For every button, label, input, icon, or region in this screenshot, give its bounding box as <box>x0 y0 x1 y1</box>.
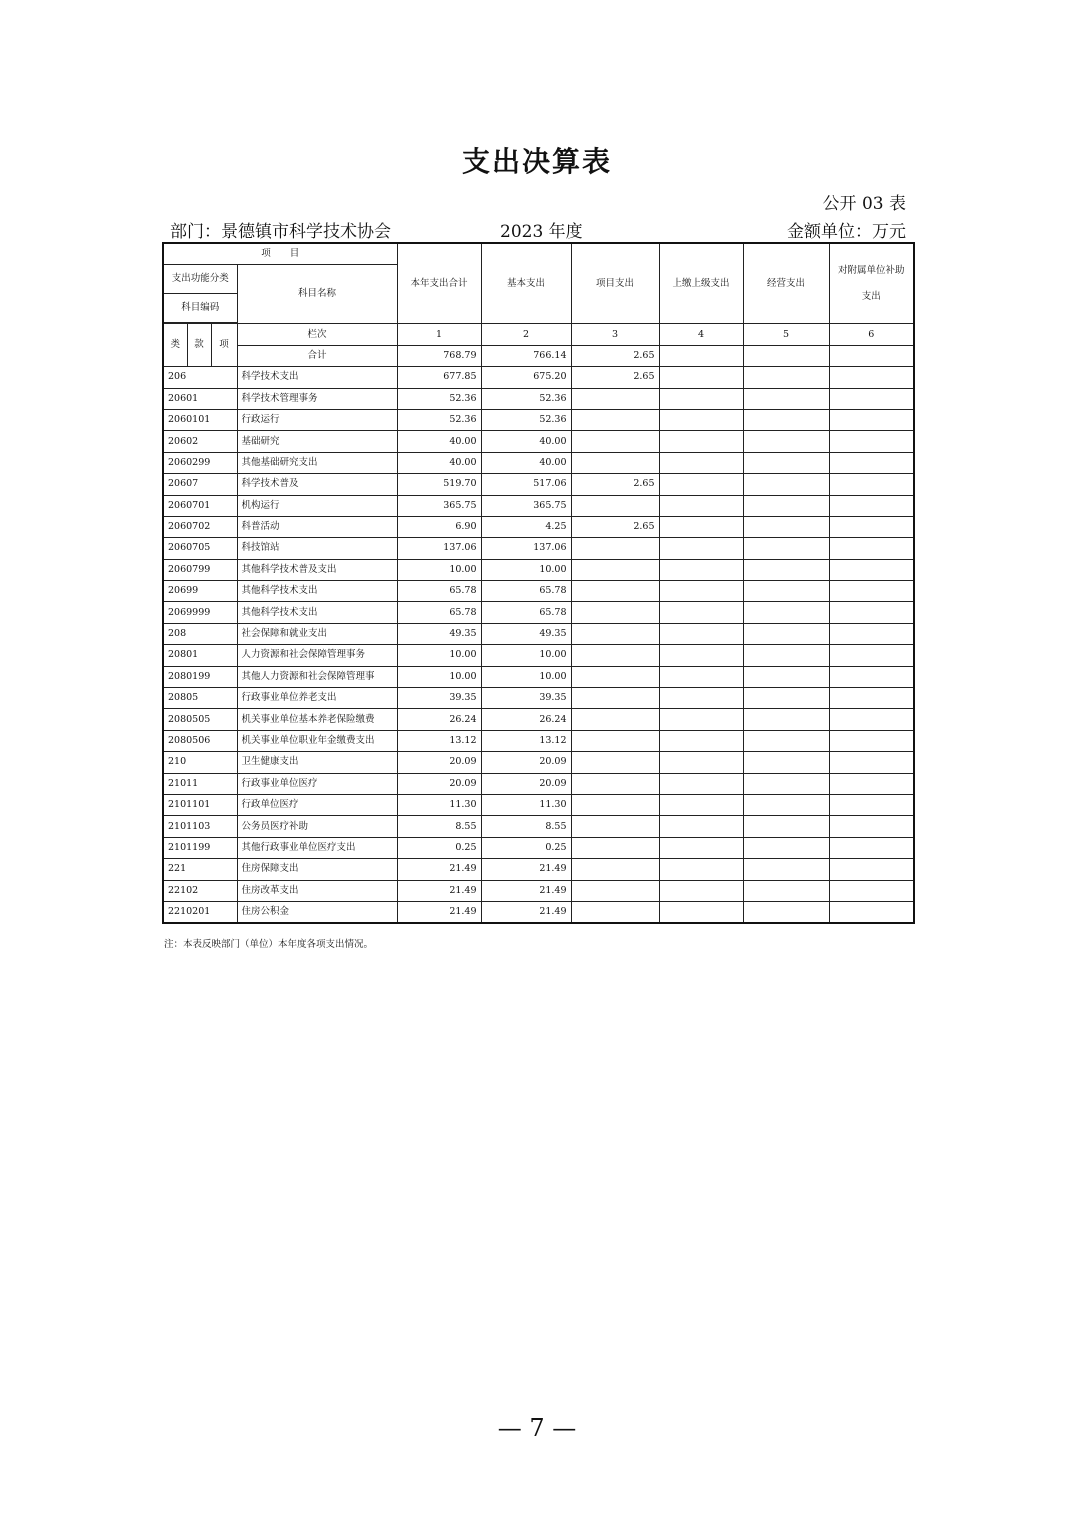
row-business <box>743 431 829 452</box>
row-code: 22102 <box>163 880 237 901</box>
row-total: 137.06 <box>397 538 481 559</box>
row-project <box>571 666 659 687</box>
row-total: 8.55 <box>397 816 481 837</box>
row-subsidy <box>829 773 914 794</box>
department-label: 部门：景德镇市科学技术协会 <box>170 222 391 242</box>
row-code: 2060702 <box>163 516 237 537</box>
row-basic: 40.00 <box>481 431 571 452</box>
row-upper <box>659 367 743 388</box>
row-upper <box>659 623 743 644</box>
row-subject-name: 行政运行 <box>237 409 397 430</box>
col-number-4: 4 <box>659 324 743 345</box>
table-row <box>163 709 914 730</box>
row-subsidy <box>829 559 914 580</box>
row-total: 52.36 <box>397 388 481 409</box>
row-total: 21.49 <box>397 859 481 880</box>
row-business <box>743 709 829 730</box>
header-col-subsidy: 对附属单位补助支出 <box>829 243 914 324</box>
row-project <box>571 837 659 858</box>
row-code: 2080199 <box>163 666 237 687</box>
row-subsidy <box>829 688 914 709</box>
row-business <box>743 388 829 409</box>
row-project <box>571 688 659 709</box>
total-total: 768.79 <box>397 345 481 366</box>
table-row <box>163 452 914 473</box>
table-row <box>163 666 914 687</box>
row-basic: 20.09 <box>481 773 571 794</box>
row-basic: 20.09 <box>481 752 571 773</box>
row-basic: 40.00 <box>481 452 571 473</box>
row-subject-name: 科学技术管理事务 <box>237 388 397 409</box>
row-basic: 65.78 <box>481 581 571 602</box>
row-subject-name: 机关事业单位职业年金缴费支出 <box>237 730 397 751</box>
row-code: 2060705 <box>163 538 237 559</box>
row-subject-name: 机关事业单位基本养老保险缴费 <box>237 709 397 730</box>
row-subsidy <box>829 730 914 751</box>
expenditure-table <box>162 242 915 924</box>
row-code: 2101101 <box>163 794 237 815</box>
row-subsidy <box>829 709 914 730</box>
header-subject-name: 科目名称 <box>237 265 397 324</box>
row-subject-name: 其他行政事业单位医疗支出 <box>237 837 397 858</box>
row-business <box>743 495 829 516</box>
row-subsidy <box>829 409 914 430</box>
row-business <box>743 474 829 495</box>
row-code: 2060101 <box>163 409 237 430</box>
row-upper <box>659 794 743 815</box>
row-business <box>743 452 829 473</box>
row-code: 2101103 <box>163 816 237 837</box>
row-subject-name: 基础研究 <box>237 431 397 452</box>
row-basic: 52.36 <box>481 409 571 430</box>
table-row <box>163 816 914 837</box>
row-basic: 65.78 <box>481 602 571 623</box>
col-number-1: 1 <box>397 324 481 345</box>
row-total: 52.36 <box>397 409 481 430</box>
row-business <box>743 602 829 623</box>
row-total: 40.00 <box>397 431 481 452</box>
header-col-basic: 基本支出 <box>481 243 571 324</box>
row-code: 2080505 <box>163 709 237 730</box>
table-row <box>163 559 914 580</box>
col-number-2: 2 <box>481 324 571 345</box>
row-subsidy <box>829 495 914 516</box>
row-code: 2080506 <box>163 730 237 751</box>
row-total: 49.35 <box>397 623 481 644</box>
row-basic: 13.12 <box>481 730 571 751</box>
page-title: 支出决算表 <box>461 145 612 178</box>
row-upper <box>659 901 743 923</box>
row-total: 39.35 <box>397 688 481 709</box>
total-business <box>743 345 829 366</box>
row-basic: 11.30 <box>481 794 571 815</box>
row-subject-name: 行政事业单位养老支出 <box>237 688 397 709</box>
row-upper <box>659 495 743 516</box>
row-code: 2210201 <box>163 901 237 923</box>
row-code: 2060799 <box>163 559 237 580</box>
row-upper <box>659 409 743 430</box>
row-upper <box>659 688 743 709</box>
header-xiang: 项 <box>211 324 237 367</box>
row-business <box>743 837 829 858</box>
row-basic: 137.06 <box>481 538 571 559</box>
row-code: 20805 <box>163 688 237 709</box>
row-project: 2.65 <box>571 367 659 388</box>
row-project <box>571 816 659 837</box>
row-upper <box>659 880 743 901</box>
row-project <box>571 794 659 815</box>
row-business <box>743 688 829 709</box>
table-row <box>163 409 914 430</box>
row-total: 20.09 <box>397 752 481 773</box>
row-code: 221 <box>163 859 237 880</box>
row-business <box>743 538 829 559</box>
row-business <box>743 816 829 837</box>
header-func-code: 支出功能分类 <box>163 265 237 294</box>
table-row <box>163 837 914 858</box>
header-kuan: 款 <box>187 324 211 367</box>
row-total: 10.00 <box>397 666 481 687</box>
row-upper <box>659 474 743 495</box>
row-basic: 52.36 <box>481 388 571 409</box>
row-upper <box>659 388 743 409</box>
table-row <box>163 474 914 495</box>
row-basic: 8.55 <box>481 816 571 837</box>
row-subsidy <box>829 452 914 473</box>
table-row <box>163 752 914 773</box>
row-project <box>571 752 659 773</box>
unit-label: 金额单位：万元 <box>787 222 906 242</box>
row-code: 208 <box>163 623 237 644</box>
row-code: 20699 <box>163 581 237 602</box>
row-subsidy <box>829 901 914 923</box>
row-project <box>571 581 659 602</box>
col-number-3: 3 <box>571 324 659 345</box>
row-subject-name: 其他人力资源和社会保障管理事 <box>237 666 397 687</box>
row-code: 2060701 <box>163 495 237 516</box>
row-upper <box>659 581 743 602</box>
row-subject-name: 科普活动 <box>237 516 397 537</box>
header-lei: 类 <box>163 324 187 367</box>
row-subject-name: 公务员医疗补助 <box>237 816 397 837</box>
row-project <box>571 901 659 923</box>
row-subsidy <box>829 516 914 537</box>
row-project <box>571 602 659 623</box>
row-business <box>743 752 829 773</box>
row-basic: 365.75 <box>481 495 571 516</box>
row-basic: 10.00 <box>481 666 571 687</box>
row-upper <box>659 431 743 452</box>
table-row <box>163 880 914 901</box>
row-project <box>571 880 659 901</box>
table-row <box>163 431 914 452</box>
table-row <box>163 538 914 559</box>
year-label: 2023 年度 <box>500 222 583 242</box>
row-business <box>743 623 829 644</box>
row-project <box>571 559 659 580</box>
row-project <box>571 538 659 559</box>
row-subject-name: 其他科学技术支出 <box>237 581 397 602</box>
row-subject-name: 住房公积金 <box>237 901 397 923</box>
row-upper <box>659 645 743 666</box>
row-subject-name: 社会保障和就业支出 <box>237 623 397 644</box>
row-total: 20.09 <box>397 773 481 794</box>
table-number: 公开 03 表 <box>822 194 906 214</box>
row-code: 2069999 <box>163 602 237 623</box>
row-code: 210 <box>163 752 237 773</box>
table-row <box>163 730 914 751</box>
row-code: 21011 <box>163 773 237 794</box>
row-upper <box>659 752 743 773</box>
row-business <box>743 666 829 687</box>
row-total: 21.49 <box>397 901 481 923</box>
row-business <box>743 409 829 430</box>
row-subsidy <box>829 816 914 837</box>
row-upper <box>659 538 743 559</box>
row-basic: 21.49 <box>481 859 571 880</box>
row-business <box>743 901 829 923</box>
row-subsidy <box>829 581 914 602</box>
row-upper <box>659 730 743 751</box>
row-project <box>571 645 659 666</box>
table-row <box>163 901 914 923</box>
row-business <box>743 730 829 751</box>
table-row <box>163 602 914 623</box>
header-lanci: 栏次 <box>237 324 397 345</box>
table-meta <box>170 217 906 241</box>
row-basic: 517.06 <box>481 474 571 495</box>
table-row <box>163 645 914 666</box>
row-subsidy <box>829 602 914 623</box>
row-basic: 10.00 <box>481 559 571 580</box>
table-row <box>163 516 914 537</box>
row-project <box>571 730 659 751</box>
row-subsidy <box>829 388 914 409</box>
row-code: 20602 <box>163 431 237 452</box>
row-subject-name: 科技馆站 <box>237 538 397 559</box>
row-total: 0.25 <box>397 837 481 858</box>
row-total: 677.85 <box>397 367 481 388</box>
row-total: 6.90 <box>397 516 481 537</box>
row-upper <box>659 516 743 537</box>
row-subsidy <box>829 538 914 559</box>
row-subject-name: 住房改革支出 <box>237 880 397 901</box>
row-code: 20601 <box>163 388 237 409</box>
header-col-business: 经营支出 <box>743 243 829 324</box>
table-row <box>163 773 914 794</box>
header-col-upper: 上缴上级支出 <box>659 243 743 324</box>
row-project <box>571 431 659 452</box>
row-subsidy <box>829 666 914 687</box>
row-code: 206 <box>163 367 237 388</box>
row-upper <box>659 559 743 580</box>
table-row <box>163 794 914 815</box>
row-basic: 21.49 <box>481 901 571 923</box>
row-project <box>571 859 659 880</box>
total-project: 2.65 <box>571 345 659 366</box>
row-subject-name: 其他基础研究支出 <box>237 452 397 473</box>
row-subject-name: 行政事业单位医疗 <box>237 773 397 794</box>
row-project: 2.65 <box>571 516 659 537</box>
row-subject-name: 人力资源和社会保障管理事务 <box>237 645 397 666</box>
row-business <box>743 859 829 880</box>
row-subject-name: 其他科学技术普及支出 <box>237 559 397 580</box>
row-subsidy <box>829 794 914 815</box>
row-basic: 675.20 <box>481 367 571 388</box>
row-total: 365.75 <box>397 495 481 516</box>
row-code: 2101199 <box>163 837 237 858</box>
row-subsidy <box>829 474 914 495</box>
row-subsidy <box>829 645 914 666</box>
row-upper <box>659 837 743 858</box>
col-number-6: 6 <box>829 324 914 345</box>
row-total: 21.49 <box>397 880 481 901</box>
row-subsidy <box>829 367 914 388</box>
row-upper <box>659 666 743 687</box>
row-project <box>571 773 659 794</box>
row-project: 2.65 <box>571 474 659 495</box>
row-code: 20607 <box>163 474 237 495</box>
row-subject-name: 卫生健康支出 <box>237 752 397 773</box>
col-number-5: 5 <box>743 324 829 345</box>
row-total: 11.30 <box>397 794 481 815</box>
row-code: 20801 <box>163 645 237 666</box>
row-basic: 4.25 <box>481 516 571 537</box>
row-upper <box>659 452 743 473</box>
row-upper <box>659 859 743 880</box>
row-subsidy <box>829 752 914 773</box>
row-basic: 21.49 <box>481 880 571 901</box>
row-subject-name: 其他科学技术支出 <box>237 602 397 623</box>
row-business <box>743 367 829 388</box>
row-total: 26.24 <box>397 709 481 730</box>
row-business <box>743 559 829 580</box>
row-project <box>571 409 659 430</box>
footnote: 注：本表反映部门（单位）本年度各项支出情况。 <box>164 939 374 950</box>
row-project <box>571 495 659 516</box>
row-code: 2060299 <box>163 452 237 473</box>
row-total: 65.78 <box>397 581 481 602</box>
row-basic: 26.24 <box>481 709 571 730</box>
row-total: 65.78 <box>397 602 481 623</box>
row-total: 10.00 <box>397 559 481 580</box>
row-upper <box>659 602 743 623</box>
row-business <box>743 516 829 537</box>
row-upper <box>659 709 743 730</box>
row-subsidy <box>829 859 914 880</box>
table-row <box>163 367 914 388</box>
row-business <box>743 880 829 901</box>
row-subsidy <box>829 880 914 901</box>
row-business <box>743 645 829 666</box>
row-total: 10.00 <box>397 645 481 666</box>
header-col-total: 本年支出合计 <box>397 243 481 324</box>
table-row <box>163 388 914 409</box>
row-upper <box>659 773 743 794</box>
row-subject-name: 科学技术普及 <box>237 474 397 495</box>
row-project <box>571 388 659 409</box>
row-subject-name: 科学技术支出 <box>237 367 397 388</box>
row-subsidy <box>829 431 914 452</box>
page-number: — 7 — <box>497 1414 577 1442</box>
table-row <box>163 859 914 880</box>
row-business <box>743 794 829 815</box>
row-basic: 10.00 <box>481 645 571 666</box>
row-basic: 0.25 <box>481 837 571 858</box>
row-total: 13.12 <box>397 730 481 751</box>
row-total: 40.00 <box>397 452 481 473</box>
table-row <box>163 688 914 709</box>
row-business <box>743 581 829 602</box>
header-col-project: 项目支出 <box>571 243 659 324</box>
header-func-code-2: 科目编码 <box>163 294 237 323</box>
total-subsidy <box>829 345 914 366</box>
row-basic: 39.35 <box>481 688 571 709</box>
row-project <box>571 452 659 473</box>
total-label: 合计 <box>237 345 397 366</box>
row-subsidy <box>829 623 914 644</box>
row-subject-name: 行政单位医疗 <box>237 794 397 815</box>
total-upper <box>659 345 743 366</box>
header-project: 项 目 <box>163 243 397 265</box>
table-row <box>163 495 914 516</box>
table-row <box>163 623 914 644</box>
total-basic: 766.14 <box>481 345 571 366</box>
row-basic: 49.35 <box>481 623 571 644</box>
row-project <box>571 709 659 730</box>
row-upper <box>659 816 743 837</box>
row-subsidy <box>829 837 914 858</box>
row-business <box>743 773 829 794</box>
total-row <box>163 345 914 366</box>
row-subject-name: 住房保障支出 <box>237 859 397 880</box>
row-project <box>571 623 659 644</box>
table-row <box>163 581 914 602</box>
row-total: 519.70 <box>397 474 481 495</box>
row-subject-name: 机构运行 <box>237 495 397 516</box>
